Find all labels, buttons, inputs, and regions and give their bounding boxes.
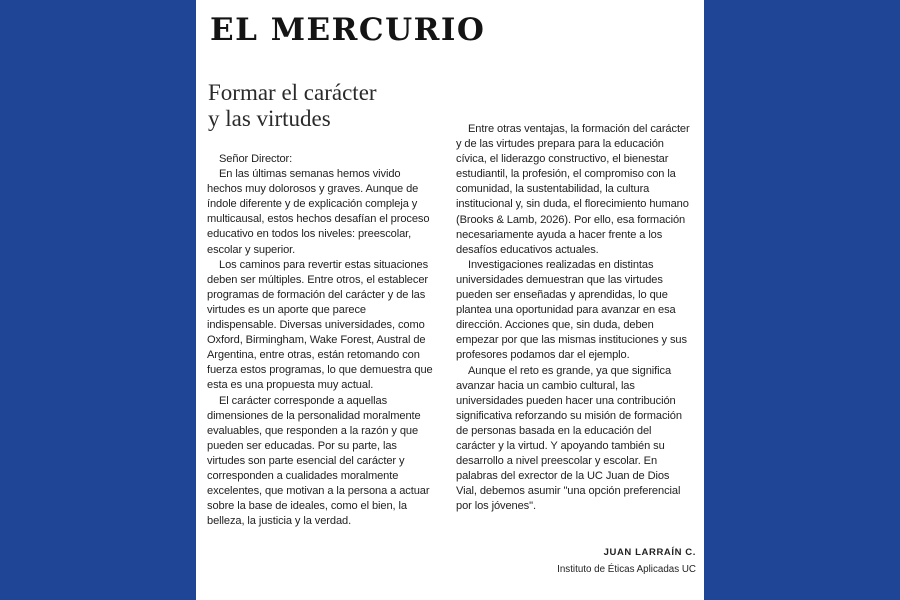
paragraph: Entre otras ventajas, la formación del carácter y de las virtudes prepara para la educación cívica, el liderazgo constructivo, el bienestar estudiantil, la profesión, el compromiso con la comunidad, la sustentabilidad, la cultura institucional y, sin duda, el florecimiento humano (Brooks & Lamb, 2026). Por ello, esa formación necesariamente ayuda a hacer frente a los desafíos educativos actuales. — [456, 123, 690, 256]
salutation: Señor Director: — [219, 153, 293, 165]
paragraph: El carácter corresponde a aquellas dimensiones de la personalidad moralmente evaluables, que responden a la razón y que pueden ser educadas. Por su parte, las virtudes son parte esencial del carácter y corresponden a cualidades moralmente excelentes, que motivan a la persona a actuar sobre la base de ideales, como el bien, la belleza, la justicia y la verdad. — [207, 394, 430, 528]
paragraph: Investigaciones realizadas en distintas universidades demuestran que las virtudes pueden ser enseñadas y aprendidas, lo que plantea una oportunidad para avanzar en esa dirección. Acciones que, sin duda, deben empezar por que las mismas instituciones y sus profesores podamos dar el ejemplo. — [456, 258, 687, 362]
headline-line-1: Formar el carácter — [208, 80, 377, 105]
author-name: JUAN LARRAÍN C. — [603, 547, 696, 558]
masthead: EL MERCURIO — [210, 12, 486, 48]
paragraph: Aunque el reto es grande, ya que significa avanzar hacia un cambio cultural, las universidades pueden hacer una contribución significativa reforzando su misión de formación de personas basada en la educación del carácter y la virtud. Y apoyando también su desarrollo a nivel preescolar y escolar. En palabras del exrector de la UC Juan de Dios Vial, debemos asumir "una opción preferencial por los jóvenes". — [456, 364, 682, 513]
left-column — [207, 152, 435, 529]
author-institution: Instituto de Éticas Aplicadas UC — [557, 564, 696, 575]
newspaper-clipping — [196, 0, 704, 600]
paragraph: Los caminos para revertir estas situaciones deben ser múltiples. Entre otros, el establecer programas de formación del carácter y de las virtudes es un aporte que parece indispensable. Diversas universidades, como Oxford, Birmingham, Wake Forest, Austral de Argentina, entre otras, están retomando con fuerza estos programas, lo que demuestra que esta es una propuesta muy actual. — [207, 258, 433, 392]
article-headline — [208, 80, 428, 132]
right-column — [456, 122, 692, 514]
paragraph: En las últimas semanas hemos vivido hechos muy dolorosos y graves. Aunque de índole diferente y de explicación compleja y multicausal, estos hechos desafían el proceso educativo en todos los niveles: preescolar, escolar y superior. — [207, 168, 430, 256]
headline-line-2: y las virtudes — [208, 106, 331, 131]
